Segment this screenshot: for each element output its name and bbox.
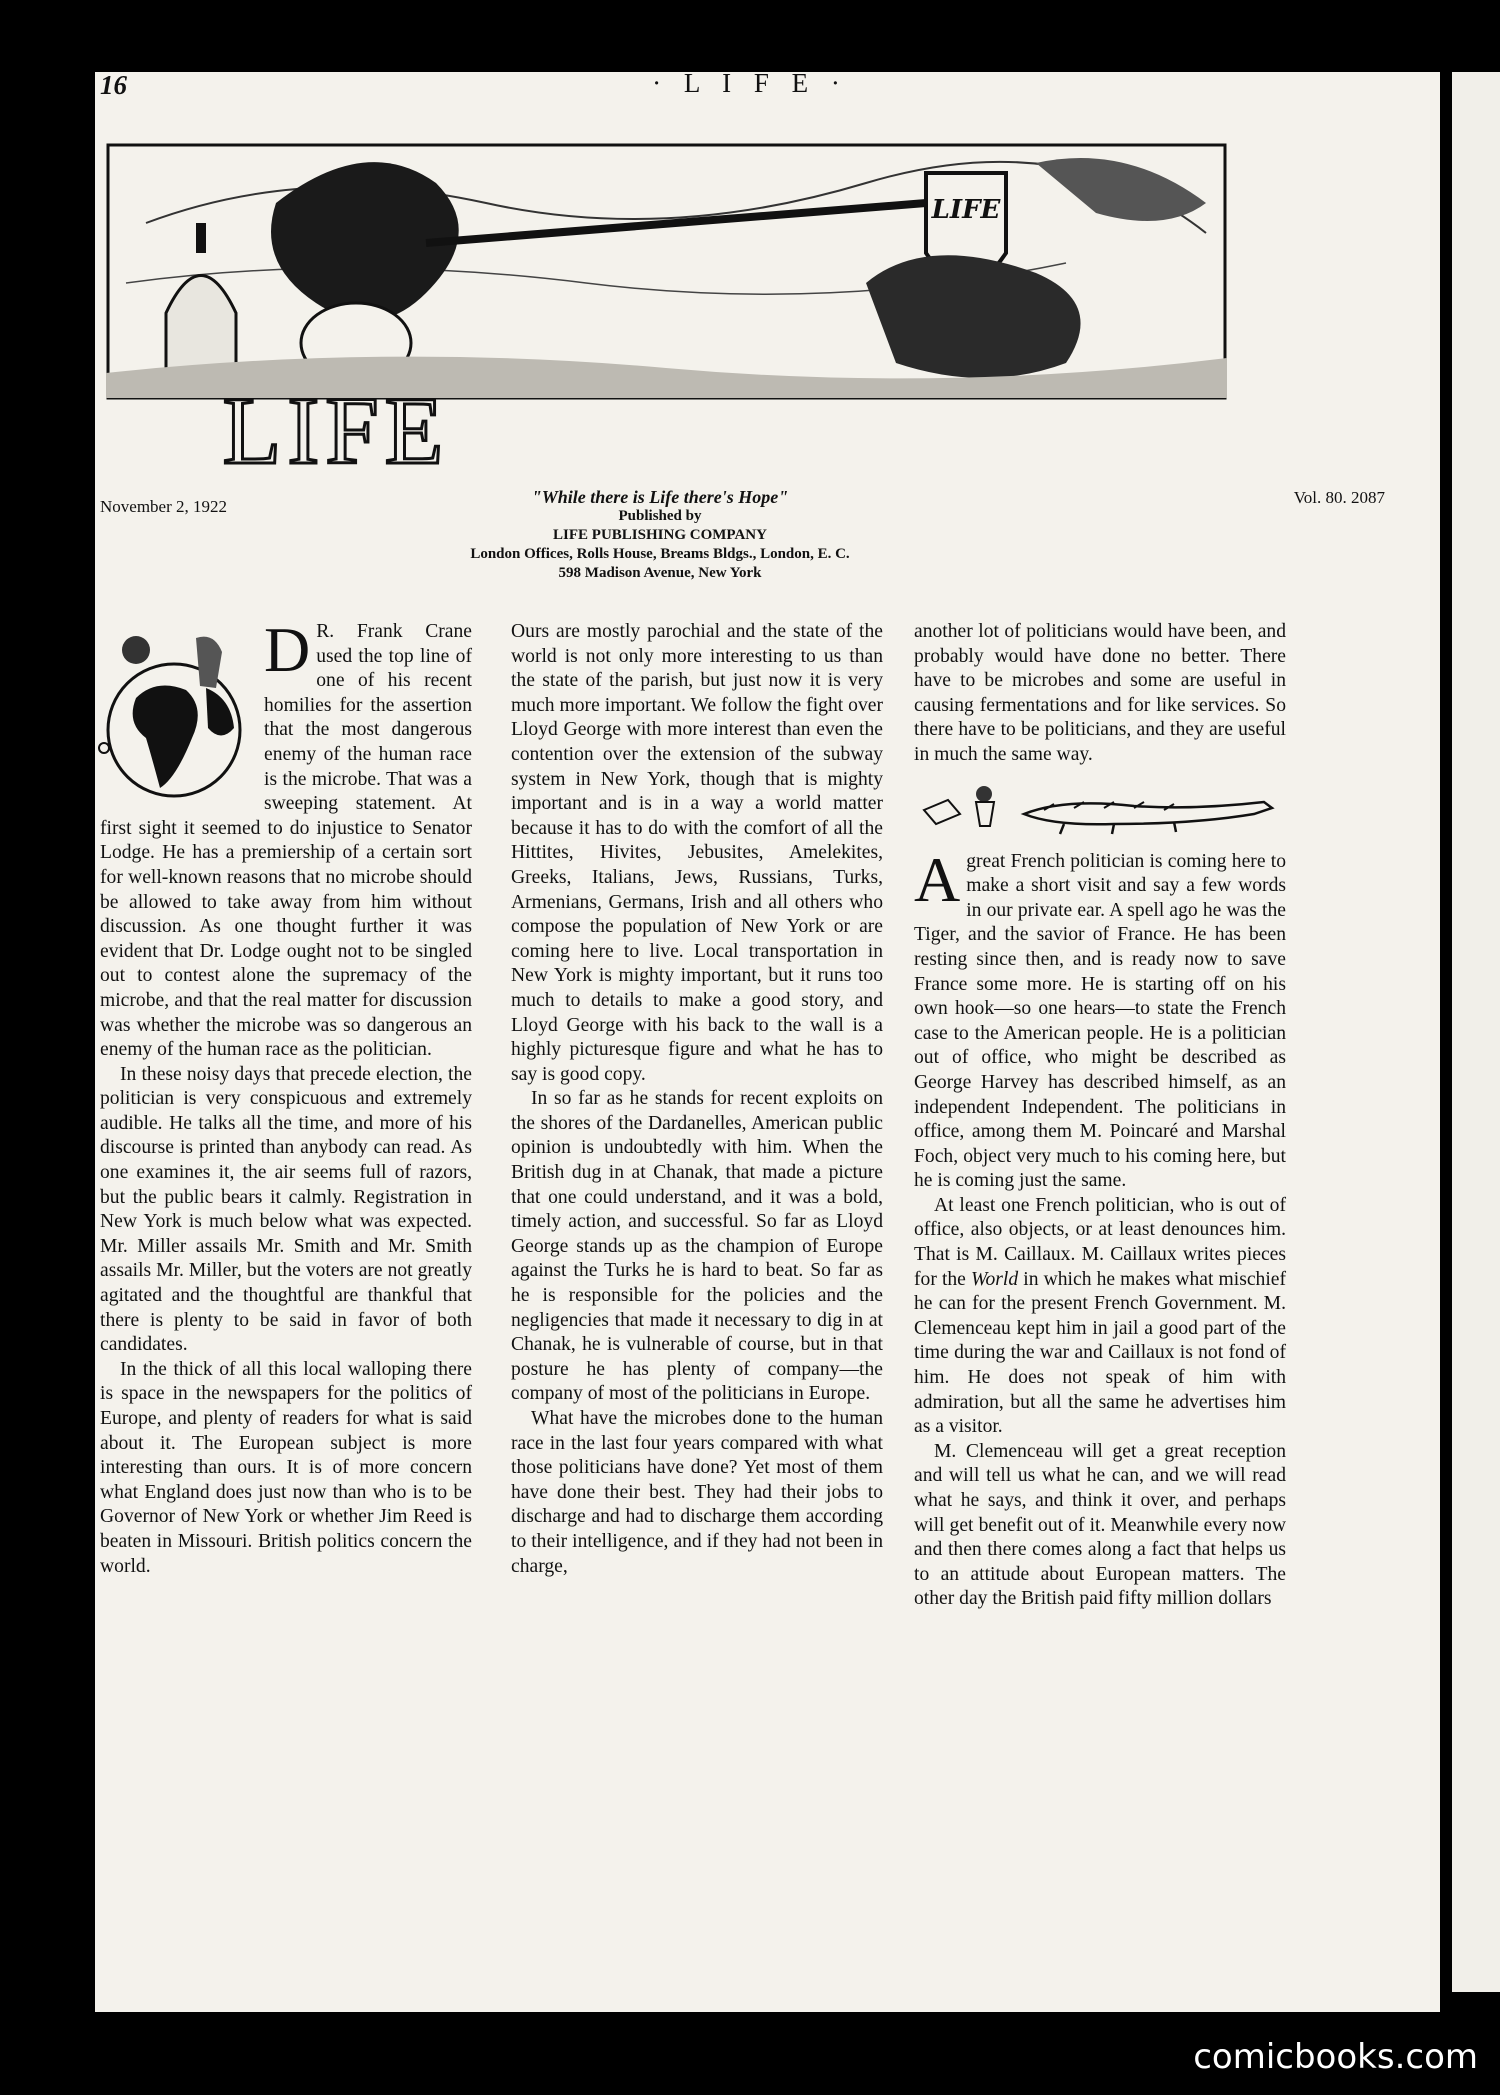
page-number: 16 (100, 70, 127, 100)
paragraph: R. Frank Crane used the top line of one of his recent homilies for the assertion that the most dangerous enemy of the human race is the microbe. That was a sweeping statement. At first sight it seemed to do injustice to Senator Lodge. He has a premiership of a certain sort for well-known reasons that no microbe should be allowed to take away from him without discussion. As one thought further it was evident that Dr. Lodge ought not to be singled out to contest alone the supremacy of the microbe, and that the real matter for discussion was whether the microbe was so dangerous an enemy of the human race as the politician. (100, 621, 472, 1061)
published-by: Published by (618, 508, 702, 524)
crocodile-ornament (914, 780, 1286, 840)
column-3 (914, 620, 1286, 1612)
paragraph: M. Clemenceau will get a great reception and will tell us what he can, and we will read what he says, and think it over, and perhaps will get benefit out of it. Meanwhile every now and then there comes along a fact that helps us to an attitude about European matters. The other day the British paid fifty million dollars (914, 1440, 1286, 1610)
paragraph: great French politician is coming here to make a short visit and say a few words in our private ear. A spell ago he was the Tiger, and the savior of France. He has been resting since then, and is ready now to save France some more. He is starting off on his own hook—so one hears—to state the French case to the American people. He is a politician out of office, who might be described as George Harvey has described himself, as an independent Independent. The politicians in office, among them M. Poincaré and Marshal Foch, object very much to his coming here, but he is coming just the same. (914, 850, 1286, 1192)
publisher-block (360, 488, 960, 583)
drop-cap: D (264, 614, 311, 685)
publisher-name: LIFE PUBLISHING COMPANY (553, 527, 767, 543)
paragraph (914, 1194, 1286, 1440)
text-run: in which he makes what mischief he can for the present French Government. M. Clemenceau kept him in jail a good part of the time during the war and Caillaux is not fond of him. He does not speak of him with admiration, but all the same he advertises him as a visitor. (914, 1268, 1286, 1438)
masthead-illustration (106, 143, 1227, 480)
drop-cap: A (914, 843, 961, 915)
facing-page-edge (1452, 72, 1500, 1992)
globe-illustration (96, 628, 258, 806)
motto: "While there is Life there's Hope" (531, 487, 789, 507)
text-run: At least one French politician, who is out of office, also objects, or at least denounces him. That is M. Caillaux. M. Caillaux writes pieces for the (914, 1194, 1286, 1290)
shield-lettering: LIFE (931, 195, 1001, 225)
paragraph: Ours are mostly parochial and the state of the world is not only more interesting to us than the state of the parish, but just now it is very much more important. We follow the fight over Lloyd George with more interest than even the contention over the extension of the subway system in New York, though that is mighty important and is in a way a world matter because it has to do with the comfort of all the Hittites, Hivites, Jebusites, Amelekites, Greeks, Italians, Jews, Russians, Turks, Armenians, Germans, Irish and all others who compose the population of New York or are coming here to live. Local transportation in New York is mighty important, but it runs too much to details to make a good story, and Lloyd George with his back to the wall is a highly picturesque figure and what he has to say is good copy. (511, 621, 883, 1085)
issue-date: November 2, 1922 (100, 497, 228, 516)
running-title: · L I F E · (652, 68, 848, 98)
watermark: comicbooks.com (1193, 2037, 1478, 2077)
banner-lettering: LIFE (222, 377, 450, 480)
volume-number: Vol. 80. 2087 (1293, 488, 1385, 507)
paragraph: another lot of politicians would have been, and probably would have done no better. There have to be microbes and some are useful in causing fermentations and for like services. So there have to be politicians, and they are useful in much the same way. (914, 621, 1286, 765)
column-1 (100, 614, 472, 1579)
ny-address: 598 Madison Avenue, New York (558, 565, 762, 581)
paragraph: In these noisy days that precede election, the politician is very conspicuous and extremely audible. He talks all the time, and more of his discourse is printed than anybody can read. As one examines it, the air seems full of razors, but the public bears it calmly. Registration in New York is much below what was expected. Mr. Miller assails Mr. Smith and Mr. Smith assails Mr. Miller, but the voters are not greatly agitated and the thoughtful are thankful that there is plenty to be said in favor of both candidates. (100, 1063, 472, 1356)
paragraph: In so far as he stands for recent exploits on the shores of the Dardanelles, American public opinion is undoubtedly with him. When the British dug in at Chanak, that made a picture that one could understand, and it was a bold, timely action, and successful. So far as Lloyd George stands up as the champion of Europe against the Turks he is hard to beat. So far as he is responsible for the policies and the negligencies that made it necessary to dig in at Chanak, he is vulnerable of course, but in that posture he has plenty of company—the company of most of the politicians in Europe. (511, 1088, 883, 1405)
column-2 (511, 620, 883, 1579)
london-address: London Offices, Rolls House, Breams Bldgs., London, E. C. (470, 546, 850, 562)
paragraph: In the thick of all this local walloping there is space in the newspapers for the politics of Europe, and plenty of readers for what is said about it. The European subject is more interesting than ours. It is of more concern what England does just now than who is to be Governor of New York or whether Jim Reed is beaten in Missouri. British politics concern the world. (100, 1358, 472, 1577)
italic-title: World (970, 1268, 1019, 1290)
paragraph: What have the microbes done to the human race in the last four years compared with what those politicians have done? Yet most of them have done their best. They had their jobs to discharge and had to discharge them according to their intelligence, and if they had not been in charge, (511, 1408, 883, 1577)
